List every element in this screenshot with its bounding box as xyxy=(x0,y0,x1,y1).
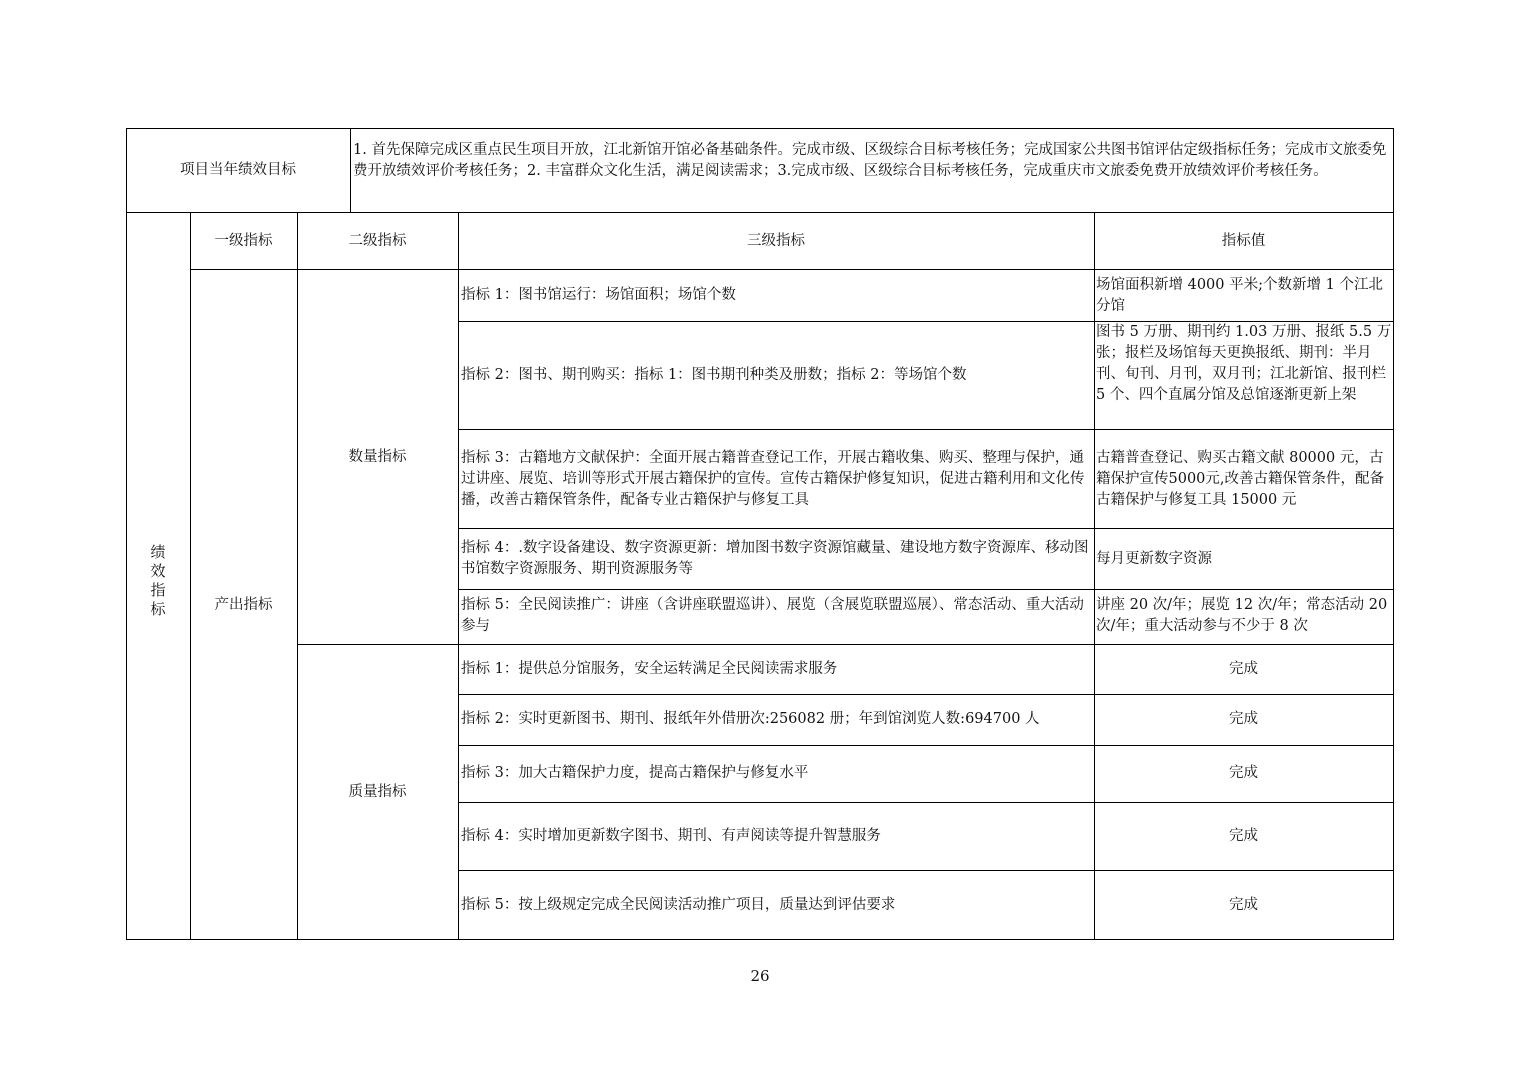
indicator-value: 完成 xyxy=(1229,765,1258,781)
goal-label: 项目当年绩效目标 xyxy=(180,162,296,178)
page-number: 26 xyxy=(750,967,770,985)
level1-label: 产出指标 xyxy=(214,597,273,613)
indicator-text: 指标 5：按上级规定完成全民阅读活动推广项目，质量达到评估要求 xyxy=(461,897,896,913)
side-label: 绩效指标 xyxy=(150,543,166,618)
indicator-value: 讲座 20 次/年；展览 12 次/年；常态活动 20 次/年；重大活动参与不少于 8 次 xyxy=(1096,597,1388,634)
indicator-value: 完成 xyxy=(1229,897,1258,913)
indicator-value: 每月更新数字资源 xyxy=(1096,551,1212,567)
rule xyxy=(458,429,1394,430)
indicator-text: 指标 2：图书、期刊购买：指标 1：图书期刊种类及册数；指标 2：等场馆个数 xyxy=(461,367,967,383)
indicator-text: 指标 3：加大古籍保护力度，提高古籍保护与修复水平 xyxy=(461,765,809,781)
rule xyxy=(458,212,459,940)
indicator-text: 指标 3：古籍地方文献保护：全面开展古籍普查登记工作，开展古籍收集、购买、整理与保护，通过讲座、展览、培训等形式开展古籍保护的宣传。宣传古籍保护修复知识，促进古籍利用和文化传播，改善古籍保管条件，配备专业古籍保护与修复工具 xyxy=(461,450,1085,508)
col-header-value: 指标值 xyxy=(1221,233,1266,249)
indicator-text: 指标 4：实时增加更新数字图书、期刊、有声阅读等提升智慧服务 xyxy=(461,828,881,844)
rule xyxy=(458,528,1394,529)
indicator-value: 完成 xyxy=(1229,828,1258,844)
indicator-value: 完成 xyxy=(1229,661,1258,677)
rule xyxy=(297,644,1394,645)
rule xyxy=(458,589,1394,590)
indicator-value: 场馆面积新增 4000 平米;个数新增 1 个江北分馆 xyxy=(1096,277,1383,314)
rule xyxy=(126,128,127,940)
indicator-text: 指标 2：实时更新图书、期刊、报纸年外借册次:256082 册；年到馆浏览人数:694700 人 xyxy=(461,711,1040,727)
group-label: 数量指标 xyxy=(348,449,407,465)
indicator-value: 完成 xyxy=(1229,711,1258,727)
indicator-value: 图书 5 万册、期刊约 1.03 万册、报纸 5.5 万张；报栏及场馆每天更换报纸、期刊：半月刊、旬刊、月刊，双月刊；江北新馆、报刊栏 5 个、四个直属分馆及总馆逐渐更新上架 xyxy=(1096,324,1392,403)
rule xyxy=(126,939,1394,940)
rule xyxy=(190,212,191,940)
rule xyxy=(126,128,1394,129)
col-header-level2: 二级指标 xyxy=(348,233,407,249)
rule xyxy=(350,128,351,212)
rule xyxy=(297,212,298,940)
rule xyxy=(190,269,1394,270)
indicator-text: 指标 1：图书馆运行：场馆面积；场馆个数 xyxy=(461,287,736,303)
rule xyxy=(458,745,1394,746)
indicator-text: 指标 5：全民阅读推广：讲座（含讲座联盟巡讲）、展览（含展览联盟巡展）、常态活动、重大活动参与 xyxy=(461,597,1084,634)
indicator-text: 指标 1：提供总分馆服务，安全运转满足全民阅读需求服务 xyxy=(461,661,838,677)
goal-content: 1. 首先保障完成区重点民生项目开放，江北新馆开馆必备基础条件。完成市级、区级综合目标考核任务；完成国家公共图书馆评估定级指标任务；完成市文旅委免费开放绩效评价考核任务；2. 丰富群众文化生活，满足阅读需求；3.完成市级、区级综合目标考核任务，完成重庆市文旅委免费开放绩效评价考核任务。 xyxy=(353,142,1387,179)
col-header-level1: 一级指标 xyxy=(214,233,273,249)
rule xyxy=(458,802,1394,803)
rule xyxy=(458,694,1394,695)
group-label: 质量指标 xyxy=(348,784,407,800)
rule xyxy=(458,870,1394,871)
rule xyxy=(126,212,1394,213)
rule xyxy=(1393,128,1394,940)
indicator-text: 指标 4：.数字设备建设、数字资源更新：增加图书数字资源馆藏量、建设地方数字资源库、移动图书馆数字资源服务、期刊资源服务等 xyxy=(461,540,1089,577)
col-header-level3: 三级指标 xyxy=(747,233,805,249)
indicator-value: 古籍普查登记、购买古籍文献 80000 元，古籍保护宣传5000元,改善古籍保管条件，配备古籍保护与修复工具 15000 元 xyxy=(1096,450,1385,508)
